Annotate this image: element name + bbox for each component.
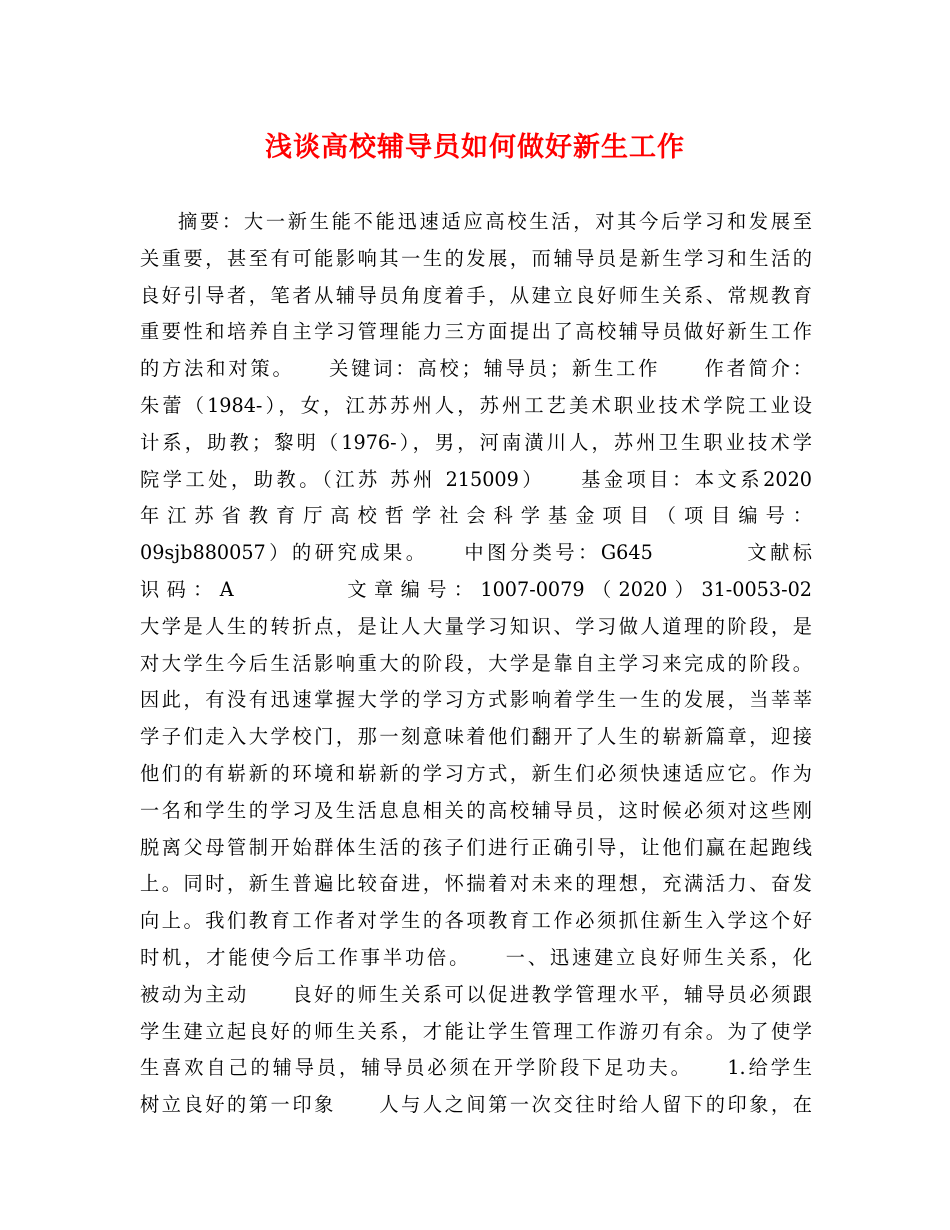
text-line: 年江苏省教育厅高校哲学社会科学基金项目（项目编号： [140,504,812,528]
text-line: 摘要：大一新生能不能迅速适应高校生活，对其今后学习和发展至 [178,210,812,233]
text-line: 朱蕾（1984-），女，江苏苏州人，苏州工艺美术职业技术学院工业设 [140,393,812,417]
document-title: 浅谈高校辅导员如何做好新生工作 [265,132,685,163]
text-line: 学生建立起良好的师生关系，才能让学生管理工作游刃有余。为了使学 [140,1019,812,1043]
text-line: 一名和学生的学习及生活息息相关的高校辅导员，这时候必须对这些刚 [140,798,812,822]
text-line: 学子们走入大学校门，那一刻意味着他们翻开了人生的崭新篇章，迎接 [140,725,812,749]
text-line: 良好引导者，笔者从辅导员角度着手，从建立良好师生关系、常规教育 [140,283,812,307]
text-line: 他们的有崭新的环境和崭新的学习方式，新生们必须快速适应它。作为 [140,761,812,785]
text-line: 重要性和培养自主学习管理能力三方面提出了高校辅导员做好新生工作 [140,320,812,344]
text-line: 向上。我们教育工作者对学生的各项教育工作必须抓住新生入学这个好 [140,909,812,933]
text-line: 因此，有没有迅速掌握大学的学习方式影响着学生一生的发展，当莘莘 [140,688,812,712]
text-line: 的方法和对策。 关键词：高校；辅导员；新生工作 作者简介： [140,357,812,381]
text-line: 脱离父母管制开始群体生活的孩子们进行正确引导，让他们赢在起跑线 [140,835,812,859]
text-line: 时机，才能使今后工作事半功倍。 一、迅速建立良好师生关系，化 [140,945,812,969]
text-line: 对大学生今后生活影响重大的阶段，大学是靠自主学习来完成的阶段。 [140,651,812,675]
text-line: 树立良好的第一印象 人与人之间第一次交往时给人留下的印象，在 [140,1093,812,1117]
text-line: 大学是人生的转折点，是让人大量学习知识、学习做人道理的阶段，是 [140,614,812,638]
text-line: 院学工处，助教。（江苏 苏州 215009） 基金项目：本文系2020 [140,467,812,491]
text-line: 09sjb880057）的研究成果。 中图分类号：G645 文献标 [140,541,812,565]
text-line: 识码：A 文章编号：1007-0079（2020）31-0053-02 [140,577,812,601]
text-line: 上。同时，新生普遍比较奋进，怀揣着对未来的理想，充满活力、奋发 [140,872,812,896]
text-line: 生喜欢自己的辅导员，辅导员必须在开学阶段下足功夫。 1.给学生 [140,1056,812,1080]
text-line: 被动为主动 良好的师生关系可以促进教学管理水平，辅导员必须跟 [140,982,812,1006]
text-line: 计系，助教；黎明（1976-），男，河南潢川人，苏州卫生职业技术学 [140,430,812,454]
text-line: 关重要，甚至有可能影响其一生的发展，而辅导员是新生学习和生活的 [140,246,812,270]
document-body [140,204,812,1124]
